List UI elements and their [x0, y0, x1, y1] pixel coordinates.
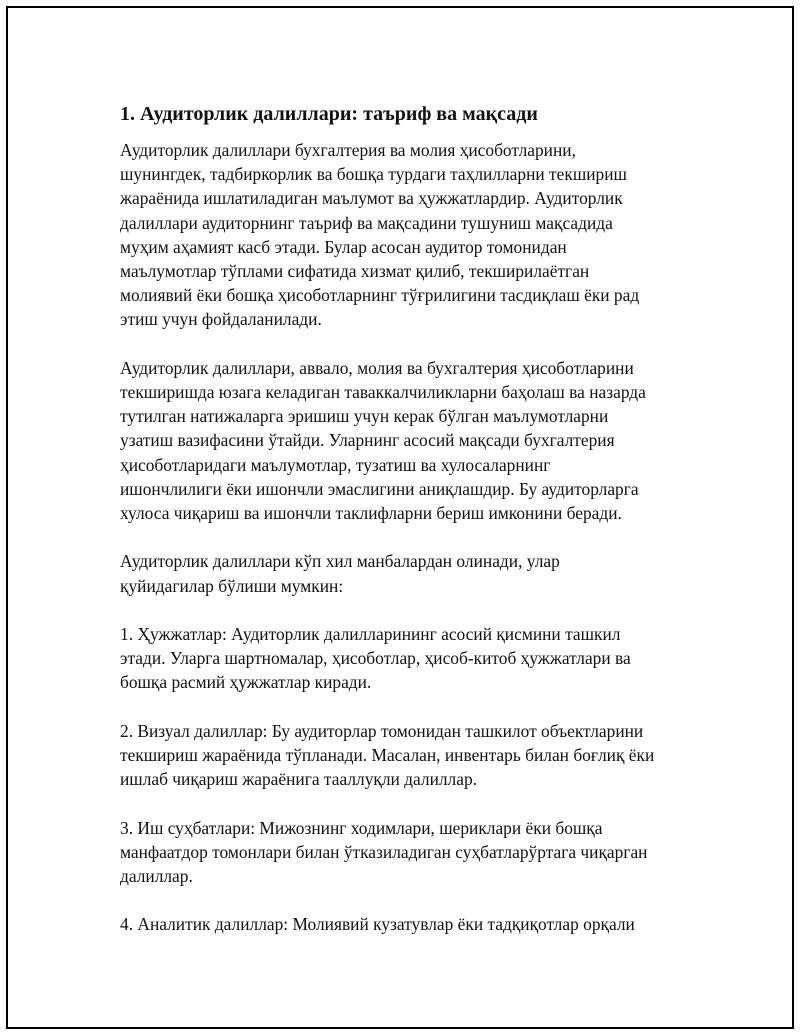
text-line: далиллари аудиторнинг таъриф ва мақсадини тушуниш мақсадида	[120, 212, 613, 233]
document-body	[120, 100, 690, 961]
text-line: этиш учун фойдаланилади.	[120, 309, 322, 330]
text-line: шунингдек, тадбиркорлик ва бошқа турдаги таҳлилларни текшириш	[120, 164, 627, 185]
text-line: 2. Визуал далиллар: Бу аудиторлар томонидан ташкилот объектларини	[120, 720, 644, 741]
text-line: далиллар.	[120, 866, 193, 887]
text-line: тутилган натижаларга эришиш учун керак бўлган маълумотларни	[120, 406, 609, 427]
section-heading: 1. Аудиторлик далиллари: таъриф ва мақсади	[120, 103, 538, 125]
text-line: ҳисоботларидаги маълумотлар, тузатиш ва хулосаларнинг	[120, 454, 551, 475]
list-item-analytical-evidence	[120, 912, 690, 936]
text-line: қуйидагилар бўлиши мумкин:	[120, 575, 344, 596]
page-frame	[6, 6, 794, 1029]
text-line: текшириш жараёнида тўпланади. Масалан, инвентарь билан боғлиқ ёки	[120, 745, 655, 766]
text-line: ишончлилиги ёки ишончли эмаслигини аниқлашдир. Бу аудиторларга	[120, 478, 639, 499]
list-item-interviews	[120, 816, 690, 889]
text-line: 3. Иш суҳбатлари: Мижознинг ходимлари, шериклари ёки бошқа	[120, 817, 603, 838]
text-line: узатиш вазифасини ўтайди. Уларнинг асосий мақсади бухгалтерия	[120, 430, 615, 451]
text-line: Аудиторлик далиллари бухгалтерия ва молия ҳисоботларини,	[120, 140, 576, 160]
text-line: муҳим аҳамият касб этади. Булар асосан аудитор томонидан	[120, 236, 567, 257]
text-line: бошқа расмий ҳужжатлар киради.	[120, 672, 372, 693]
paragraph-sources-intro	[120, 549, 690, 597]
text-line: манфаатдор томонлари билан ўтказиладиган суҳбатларўртага чиқарган	[120, 841, 648, 862]
text-line: 1. Ҳужжатлар: Аудиторлик далилларининг асосий қисмини ташкил	[120, 624, 621, 645]
list-item-visual-evidence	[120, 719, 690, 792]
list-item-documents	[120, 622, 690, 695]
text-line: этади. Уларга шартномалар, ҳисоботлар, ҳисоб-китоб ҳужжатлари ва	[120, 648, 631, 669]
text-line: маълумотлар тўплами сифатида хизмат қилиб, текширилаётган	[120, 261, 590, 282]
text-line: жараёнида ишлатиладиган маълумот ва ҳужжатлардир. Аудиторлик	[120, 188, 623, 209]
text-line: Аудиторлик далиллари, аввало, молия ва бухгалтерия ҳисоботларини	[120, 357, 634, 378]
text-line: хулоса чиқариш ва ишончли таклифларни бериш имконини беради.	[120, 503, 622, 524]
text-line: ишлаб чиқариш жараёнига тааллуқли далиллар.	[120, 769, 477, 790]
paragraph-purpose	[120, 356, 690, 525]
text-line: 4. Аналитик далиллар: Молиявий кузатувлар ёки тадқиқотлар орқали	[120, 914, 635, 935]
text-line: молиявий ёки бошқа ҳисоботларнинг тўғрилигини тасдиқлаш ёки рад	[120, 285, 640, 306]
paragraph-definition	[120, 138, 690, 332]
text-line: текширишда юзага келадиган таваккалчиликларни баҳолаш ва назарда	[120, 382, 646, 403]
text-line: Аудиторлик далиллари кўп хил манбалардан олинади, улар	[120, 551, 560, 572]
